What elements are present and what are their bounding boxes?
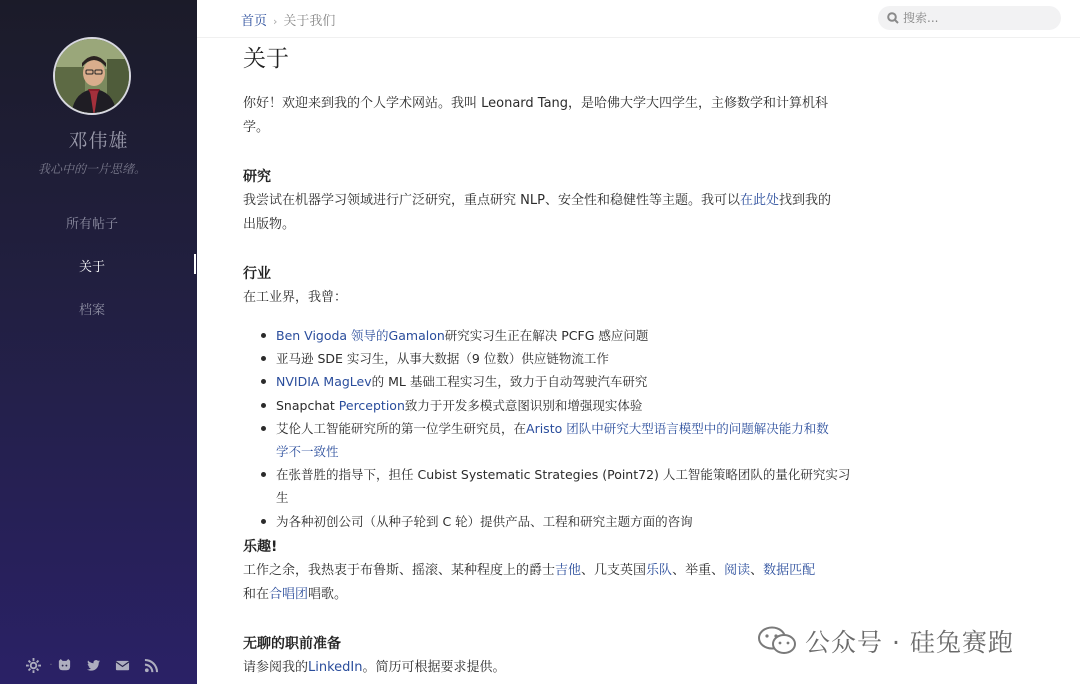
watermark-text: 公众号 · 硅兔赛跑 <box>805 628 1014 657</box>
search-icon <box>887 12 899 24</box>
active-nav-indicator <box>194 254 196 274</box>
top-bar <box>197 0 1080 38</box>
breadcrumb-separator: › <box>273 15 278 28</box>
industry-list <box>261 324 851 533</box>
breadcrumb <box>241 10 335 29</box>
twitter-icon[interactable] <box>84 656 102 674</box>
search-input[interactable] <box>903 11 1053 25</box>
choir-link[interactable]: 合唱团 <box>269 587 309 602</box>
aristo-link[interactable]: Aristo 团队中研究大型语言模型中的问题解决能力和数 <box>526 420 829 436</box>
reading-link[interactable]: 阅读 <box>724 563 751 578</box>
aristo-link[interactable]: 学不一致性 <box>276 444 339 460</box>
sidebar <box>0 0 197 684</box>
nav-about[interactable]: 关于 <box>78 260 105 275</box>
research-text: 我尝试在机器学习领域进行广泛研究，重点研究 NLP、安全性和稳健性等主题。我可以 <box>243 193 740 208</box>
intro-paragraph <box>243 92 843 140</box>
list-item: NVIDIA MagLev的 ML 基础工程实习生，致力于自动驾驶汽车研究 <box>261 370 851 393</box>
site-title[interactable]: 邓伟雄 <box>68 130 129 152</box>
research-paragraph <box>243 189 843 237</box>
research-text: 找到我的 <box>778 193 831 208</box>
rss-icon[interactable] <box>142 656 160 674</box>
gamalon-link[interactable]: Ben Vigoda 领导的Gamalon <box>276 328 445 343</box>
list-item: 为各种初创公司（从种子轮到 C 轮）提供产品、工程和研究主题方面的咨询 <box>261 510 851 533</box>
band-link[interactable]: 乐队 <box>646 563 673 578</box>
site-subtitle: 我心中的一片思绪。 <box>37 162 146 176</box>
industry-intro: 在工业界，我曾： <box>243 290 348 305</box>
nvidia-maglev-link[interactable]: NVIDIA MagLev <box>276 374 372 390</box>
breadcrumb-home[interactable]: 首页 <box>241 14 268 29</box>
breadcrumb-current: 关于我们 <box>283 14 336 29</box>
intro-line: 学。 <box>243 120 270 135</box>
separator-dot: · <box>49 659 53 671</box>
publications-link[interactable]: 在此处 <box>739 193 779 208</box>
industry-heading: 行业 <box>243 266 271 282</box>
research-heading: 研究 <box>243 169 271 185</box>
career-heading: 无聊的职前准备 <box>243 636 341 652</box>
fun-paragraph: 工作之余，我热衷于布鲁斯、摇滚、某种程度上的爵士吉他、几支英国乐队、举重、阅读、数据匹配 和在合唱团唱歌。 <box>243 563 816 602</box>
career-paragraph: 请参阅我的LinkedIn。简历可根据要求提供。 <box>243 660 506 675</box>
list-item: Ben Vigoda 领导的Gamalon研究实习生正在解决 PCFG 感应问题 <box>261 324 851 347</box>
avatar <box>53 37 131 115</box>
list-item: 艾伦人工智能研究所的第一位学生研究员，在Aristo 团队中研究大型语言模型中的问题解决能力和数 学不一致性 <box>261 417 851 463</box>
guitar-link[interactable]: 吉他 <box>555 563 582 578</box>
data-matching-link[interactable]: 数据匹配 <box>763 563 816 578</box>
list-item: 亚马逊 SDE 实习生，从事大数据（9 位数）供应链物流工作 <box>261 347 851 370</box>
page-title: 关于 <box>243 46 289 72</box>
intro-line: 你好！欢迎来到我的个人学术网站。我叫 Leonard Tang，是哈佛大学大四学生，主修数学和计算机科 <box>243 96 829 111</box>
list-item: 在张普胜的指导下，担任 Cubist Systematic Strategies (Point72) 人工智能策略团队的量化研究实习生 <box>261 463 851 509</box>
social-links <box>24 656 171 674</box>
research-text: 出版物。 <box>243 217 296 232</box>
perception-link[interactable]: Perception <box>338 397 405 413</box>
search-box[interactable] <box>878 6 1061 30</box>
github-icon[interactable] <box>55 656 73 674</box>
list-item: Snapchat Perception致力于开发多模式意图识别和增强现实体验 <box>261 394 851 417</box>
linkedin-link[interactable]: LinkedIn <box>308 660 363 675</box>
nav-all-posts[interactable]: 所有帖子 <box>65 217 118 232</box>
wechat-icon <box>757 626 797 656</box>
nav-archive[interactable]: 档案 <box>78 303 105 318</box>
fun-heading: 乐趣! <box>243 539 278 555</box>
wechat-watermark <box>757 623 1014 659</box>
email-icon[interactable] <box>113 656 131 674</box>
gear-icon[interactable] <box>24 656 42 674</box>
